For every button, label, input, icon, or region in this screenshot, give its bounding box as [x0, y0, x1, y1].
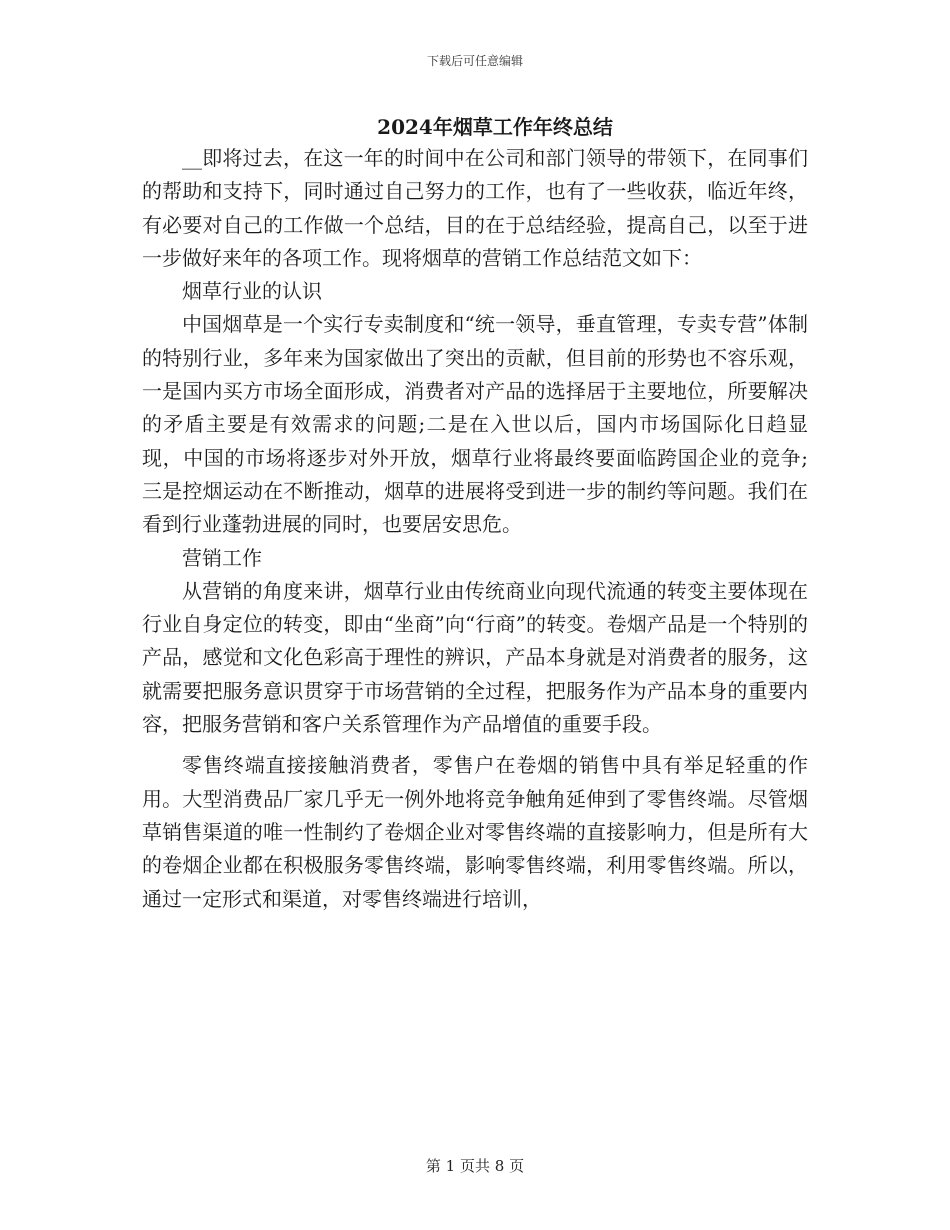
retail-paragraph: 零售终端直接接触消费者，零售户在卷烟的销售中具有举足轻重的作用。大型消费品厂家几乎无一例外地将竞争触角延伸到了零售终端。尽管烟草销售渠道的唯一性制约了卷烟企业对零售终端的直接影响力，但是所有大的卷烟企业都在积极服务零售终端，影响零售终端，利用零售终端。所以，通过一定形式和渠道，对零售终端进行培训， — [142, 753, 808, 911]
document-title: 2024年烟草工作年终总结 — [377, 115, 613, 139]
section-heading-industry: 烟草行业的认识 — [182, 279, 322, 304]
page-footer-number: 第 1 页共 8 页 — [425, 1157, 525, 1175]
paragraph-gap — [142, 741, 808, 749]
document-body — [142, 142, 808, 916]
section-heading-marketing: 营销工作 — [182, 545, 262, 570]
marketing-paragraph: 从营销的角度来讲，烟草行业由传统商业向现代流通的转变主要体现在行业自身定位的转变，即由“坐商”向“行商”的转变。卷烟产品是一个特别的产品，感觉和文化色彩高于理性的辨识，产品本身就是对消费者的服务，这就需要把服务意识贯穿于市场营销的全过程，把服务作为产品本身的重要内容，把服务营销和客户关系管理作为产品增值的重要手段。 — [142, 578, 808, 737]
intro-paragraph: __即将过去，在这一年的时间中在公司和部门领导的带领下，在同事们的帮助和支持下，同时通过自己努力的工作，也有了一些收获，临近年终，有必要对自己的工作做一个总结，目的在于总结经验，提高自己，以至于进一步做好来年的各项工作。现将烟草的营销工作总结范文如下： — [142, 146, 808, 270]
page-header-note: 下载后可任意编辑 — [426, 54, 523, 68]
industry-paragraph: 中国烟草是一个实行专卖制度和“统一领导，垂直管理，专卖专营”体制的特别行业，多年来为国家做出了突出的贡献，但目前的形势也不容乐观，一是国内买方市场全面形成，消费者对产品的选择居于主要地位，所要解决的矛盾主要是有效需求的问题;二是在入世以后，国内市场国际化日趋显现，中国的市场将逐步对外开放，烟草行业将最终要面临跨国企业的竞争;三是控烟运动在不断推动，烟草的进展将受到进一步的制约等问题。我们在看到行业蓬勃进展的同时，也要居安思危。 — [142, 312, 808, 537]
